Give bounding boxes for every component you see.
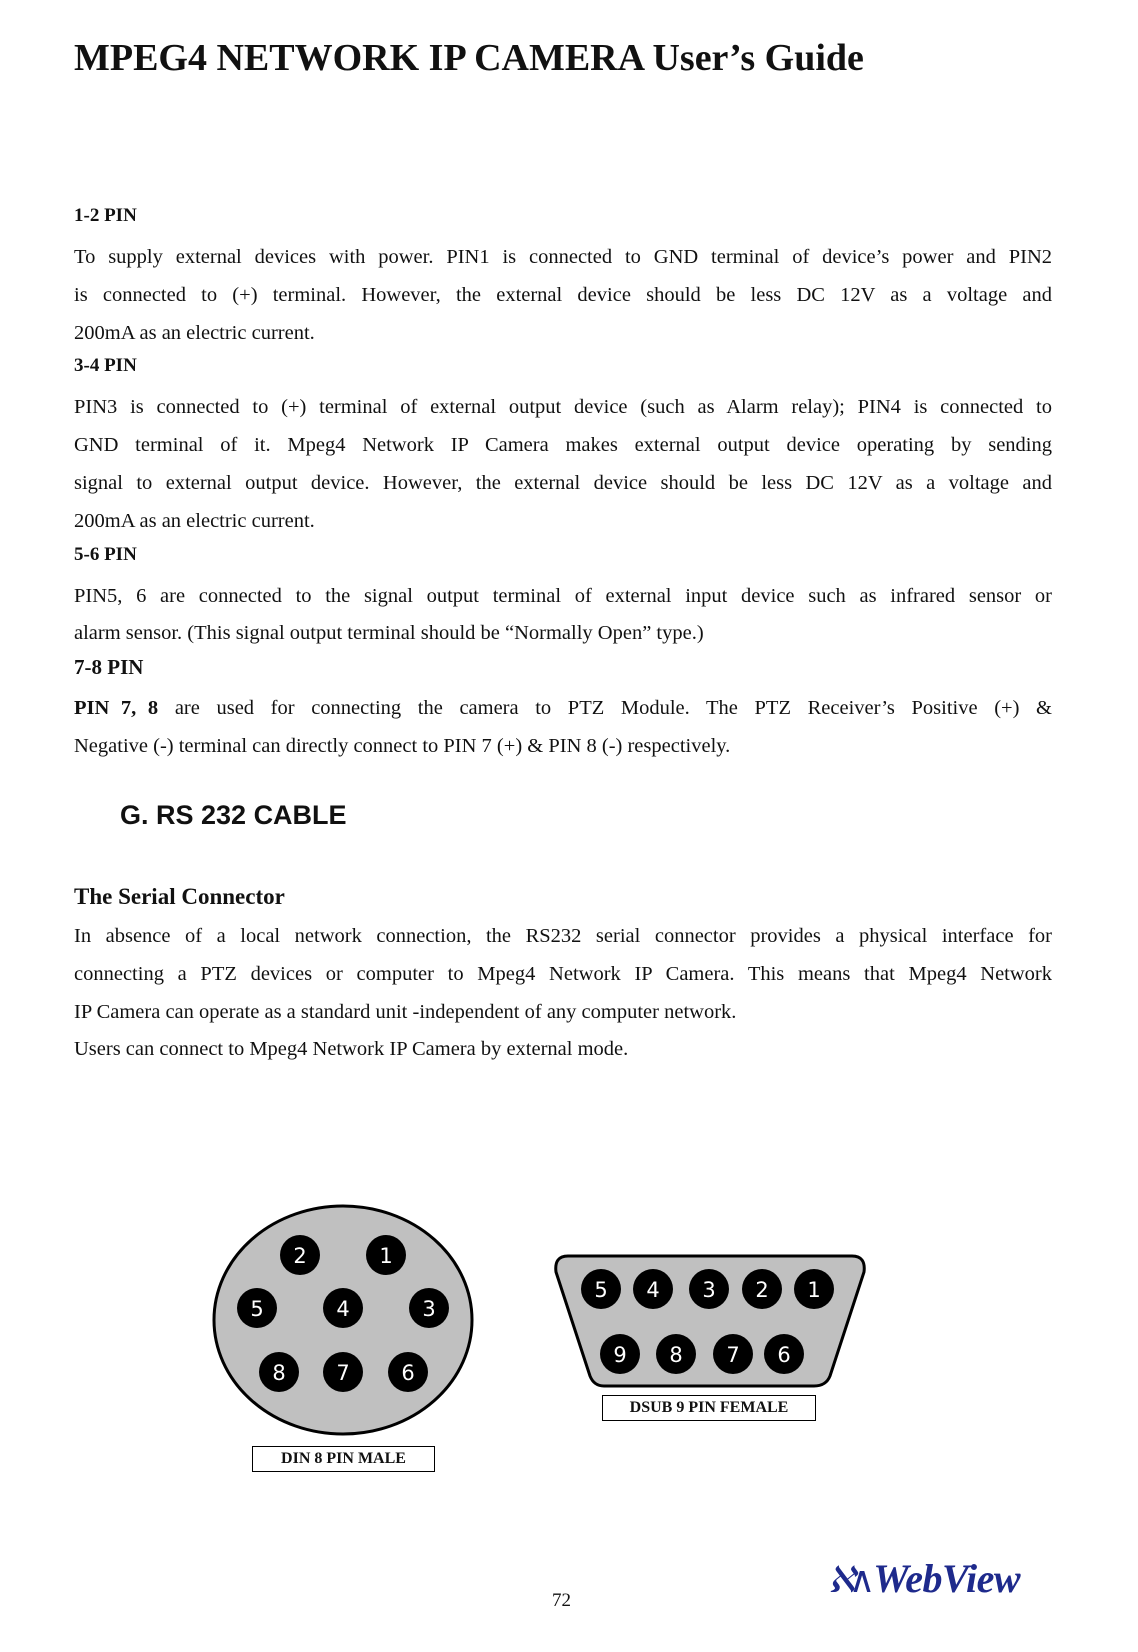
dsub-pin-6 [764, 1334, 804, 1374]
svg-text:9: 9 [613, 1343, 627, 1367]
dsub-pin-9 [600, 1334, 640, 1374]
pin-description-3-4 [74, 389, 1052, 540]
din-pin-2 [280, 1235, 320, 1275]
text-line: is connected to (+) terminal. However, the external device should be less DC 12V as a voltage and [74, 283, 1052, 306]
text-line: Negative (-) terminal can directly connect to PIN 7 (+) & PIN 8 (-) respectively. [74, 734, 731, 757]
dsub-pin-8 [656, 1334, 696, 1374]
dsub-pin-4 [633, 1269, 673, 1309]
svg-text:3: 3 [702, 1278, 716, 1302]
pin-heading-3-4: 3-4 PIN [74, 355, 137, 377]
text-line: alarm sensor. (This signal output terminal should be “Normally Open” type.) [74, 622, 704, 645]
text-line: connecting a PTZ devices or computer to Mpeg4 Network IP Camera. This means that Mpeg4 Network [74, 962, 1052, 985]
pin-description-1-2 [74, 239, 1052, 352]
dsub-9-pin-connector-diagram [556, 1256, 865, 1386]
din-pin-7 [323, 1352, 363, 1392]
svg-text:5: 5 [250, 1297, 264, 1321]
pin-heading-1-2: 1-2 PIN [74, 205, 137, 226]
pin-description-5-6 [74, 578, 1052, 654]
din-connector-label: DIN 8 PIN MALE [252, 1446, 435, 1472]
pin-heading-7-8: 7-8 PIN [74, 655, 144, 680]
dsub-pin-3 [689, 1269, 729, 1309]
text-line: Users can connect to Mpeg4 Network IP Camera by external mode. [74, 1038, 629, 1061]
text-span: are used for connecting the camera to PTZ Module. The PTZ Receiver’s Positive (+) & [158, 697, 1052, 720]
din-pin-5 [237, 1288, 277, 1328]
svg-text:1: 1 [807, 1278, 821, 1302]
svg-text:1: 1 [379, 1244, 393, 1268]
text-line: To supply external devices with power. PIN1 is connected to GND terminal of device’s power and PIN2 [74, 246, 1052, 268]
document-title: MPEG4 NETWORK IP CAMERA User’s Guide [74, 37, 864, 79]
pin-description-7-8 [74, 690, 1052, 766]
din-pin-6 [388, 1352, 428, 1392]
pin-descriptions [74, 203, 1052, 766]
svg-text:4: 4 [336, 1297, 350, 1321]
din-pin-3 [409, 1288, 449, 1328]
svg-text:2: 2 [293, 1244, 307, 1268]
bold-lead: PIN 7, 8 [74, 697, 159, 720]
din-pin-1 [366, 1235, 406, 1275]
text-line: IP Camera can operate as a standard unit -independent of any computer network. [74, 1000, 737, 1023]
dsub-pin-1 [794, 1269, 834, 1309]
text-line: 200mA as an electric current. [74, 321, 315, 344]
webview-logo [828, 1555, 1020, 1602]
svg-text:7: 7 [726, 1343, 740, 1367]
serial-connector-description [74, 918, 1052, 1069]
svg-text:8: 8 [669, 1343, 683, 1367]
svg-text:7: 7 [336, 1361, 350, 1385]
page-number: 72 [552, 1590, 571, 1611]
dsub-pin-2 [742, 1269, 782, 1309]
text-line: GND terminal of it. Mpeg4 Network IP Camera makes external output device operating by sending [74, 434, 1052, 457]
text-line: PIN3 is connected to (+) terminal of external output device (such as Alarm relay); PIN4 is connected to [74, 396, 1052, 419]
svg-text:8: 8 [272, 1361, 286, 1385]
svg-text:3: 3 [422, 1297, 436, 1321]
text-line: PIN5, 6 are connected to the signal output terminal of external input device such as infrared sensor or [74, 584, 1052, 607]
dsub-pin-5 [581, 1269, 621, 1309]
din-pin-8 [259, 1352, 299, 1392]
pin-heading-5-6: 5-6 PIN [74, 543, 137, 565]
section-heading: G. RS 232 CABLE [120, 800, 347, 830]
text-line: In absence of a local network connection, the RS232 serial connector provides a physical interface for [74, 925, 1052, 947]
text-line: signal to external output device. However, the external device should be less DC 12V as a voltage and [74, 471, 1052, 494]
din-pin-4 [323, 1288, 363, 1328]
webview-logo-mark-icon: ℵ∧ [828, 1560, 870, 1600]
svg-text:4: 4 [646, 1278, 660, 1302]
text-line [74, 690, 1052, 728]
subsection-heading: The Serial Connector [74, 884, 285, 909]
webview-logo-text: WebView [873, 1556, 1021, 1601]
svg-text:2: 2 [755, 1278, 769, 1302]
din-8-pin-connector-diagram [214, 1206, 472, 1434]
text-line: 200mA as an electric current. [74, 509, 315, 532]
svg-text:6: 6 [777, 1343, 791, 1367]
dsub-connector-label: DSUB 9 PIN FEMALE [602, 1395, 816, 1421]
svg-text:5: 5 [594, 1278, 608, 1302]
dsub-pin-7 [713, 1334, 753, 1374]
svg-text:6: 6 [401, 1361, 415, 1385]
